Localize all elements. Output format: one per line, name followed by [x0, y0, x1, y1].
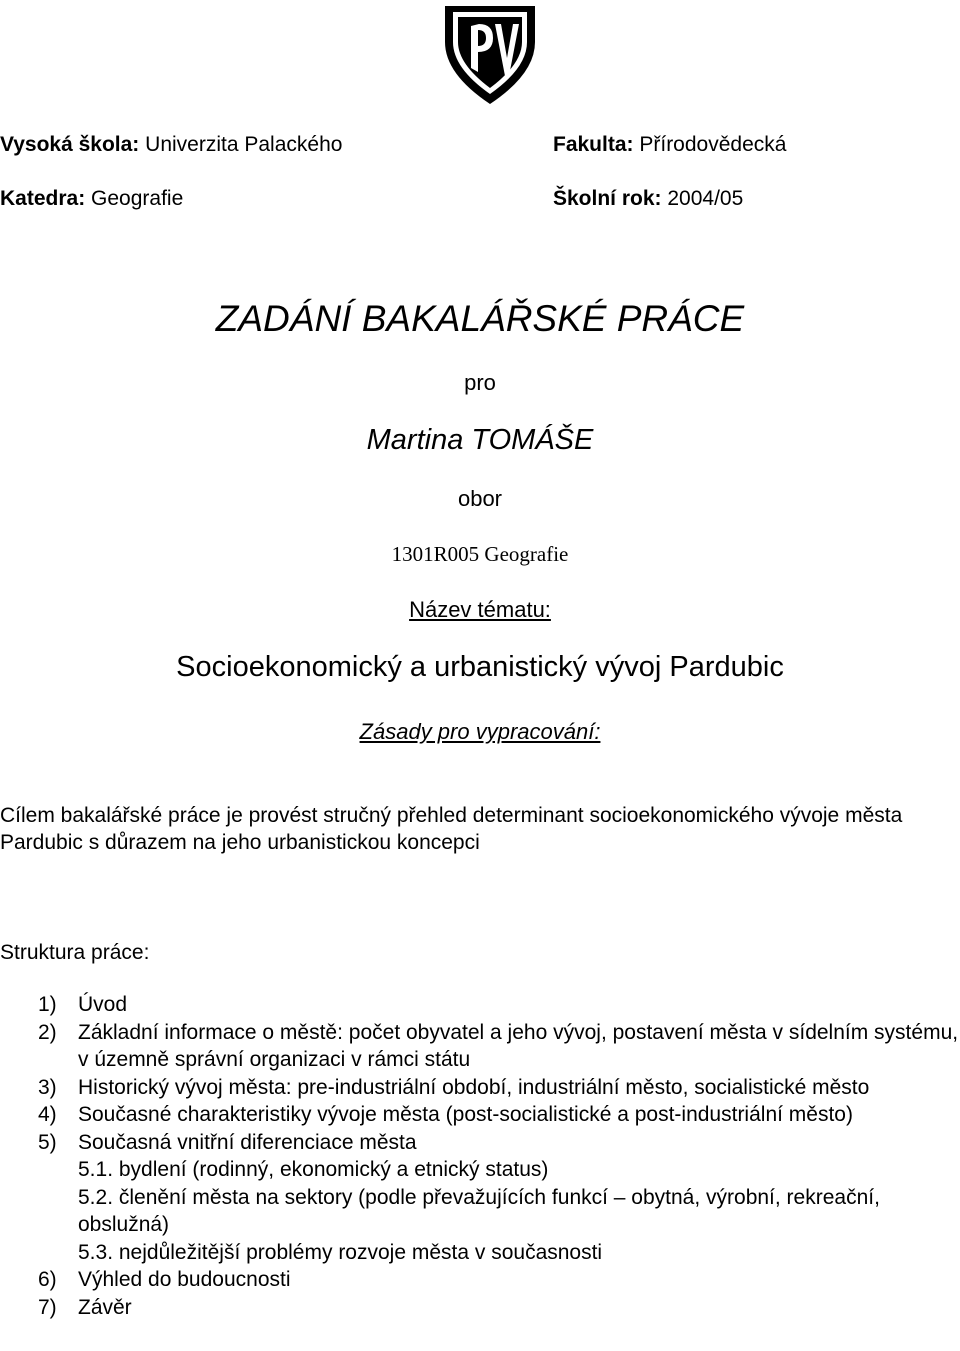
year-label: Školní rok: [553, 187, 662, 210]
list-item-text: Výhled do budoucnosti [78, 1268, 291, 1291]
topic-title: Socioekonomický a urbanistický vývoj Pardubic [176, 651, 784, 683]
sub-list-item [0, 1239, 960, 1267]
sub-item-number: 5.2. [78, 1185, 114, 1209]
field-code: 1301R005 Geografie [391, 542, 569, 566]
sub-item-text: členění města na sektory (podle převažujících funkcí – obytná, výrobní, rekreační, obslužná) [78, 1185, 880, 1236]
list-item [0, 1294, 960, 1322]
structure-label: Struktura práce: [0, 941, 150, 964]
list-item [0, 1074, 960, 1102]
shield-logo-icon [441, 2, 539, 106]
goal-paragraph: Cílem bakalářské práce je provést stručný přehled determinant socioekonomického vývoje města Pardubic s důrazem na jeho urbanistickou koncepci [0, 804, 903, 854]
topic-label: Název tématu: [409, 597, 551, 622]
school-line [0, 133, 342, 157]
list-item [0, 1019, 960, 1074]
faculty-label: Fakulta: [553, 133, 634, 156]
department-label: Katedra: [0, 187, 86, 210]
list-item-text: Současná vnitřní diferenciace města [78, 1130, 417, 1154]
document-title: ZADÁNÍ BAKALÁŘSKÉ PRÁCE [215, 298, 745, 339]
sub-list-item [0, 1184, 960, 1239]
list-item-text: Současné charakteristiky vývoje města (post-socialistické a post-industriální město) [78, 1103, 853, 1126]
university-logo [441, 2, 539, 106]
for-label: pro [464, 370, 496, 395]
year-value: 2004/05 [667, 187, 744, 210]
list-item [0, 1101, 960, 1129]
faculty-line [553, 133, 786, 157]
year-line [553, 187, 743, 211]
list-item [0, 991, 960, 1019]
list-item-text: Historický vývoj města: pre-industriální období, industriální město, socialistické město [78, 1075, 870, 1099]
sub-item-text: bydlení (rodinný, ekonomický a etnický status) [118, 1158, 549, 1181]
school-value: Univerzita Palackého [145, 133, 343, 156]
list-item-number: 6) [38, 1268, 57, 1291]
list-item-number: 4) [38, 1103, 57, 1126]
list-item [0, 1129, 960, 1157]
sub-item-text: nejdůležitější problémy rozvoje města v současnosti [118, 1240, 603, 1264]
field-label: obor [457, 486, 503, 511]
rules-label: Zásady pro vypracování: [359, 719, 601, 744]
list-item-number: 7) [38, 1295, 57, 1319]
list-item-text: Základní informace o městě: počet obyvatel a jeho vývoj, postavení města v sídelním systému, v územně správní organizaci v rámci státu [78, 1020, 959, 1071]
list-item-text: Úvod [78, 993, 128, 1016]
sub-item-number: 5.1. [78, 1158, 114, 1181]
structure-list [0, 991, 960, 1321]
list-item-number: 2) [38, 1020, 57, 1044]
department-line [0, 187, 183, 211]
student-name: Martina TOMÁŠE [366, 424, 594, 456]
list-item [0, 1266, 960, 1294]
list-item-number: 3) [38, 1075, 57, 1099]
faculty-value: Přírodovědecká [639, 133, 787, 156]
department-value: Geografie [91, 187, 184, 210]
sub-item-number: 5.3. [78, 1240, 114, 1264]
school-label: Vysoká škola: [0, 133, 140, 156]
list-item-text: Závěr [78, 1295, 132, 1319]
list-item-number: 1) [38, 993, 57, 1016]
list-item-number: 5) [38, 1130, 57, 1154]
sub-list-item [0, 1156, 960, 1184]
